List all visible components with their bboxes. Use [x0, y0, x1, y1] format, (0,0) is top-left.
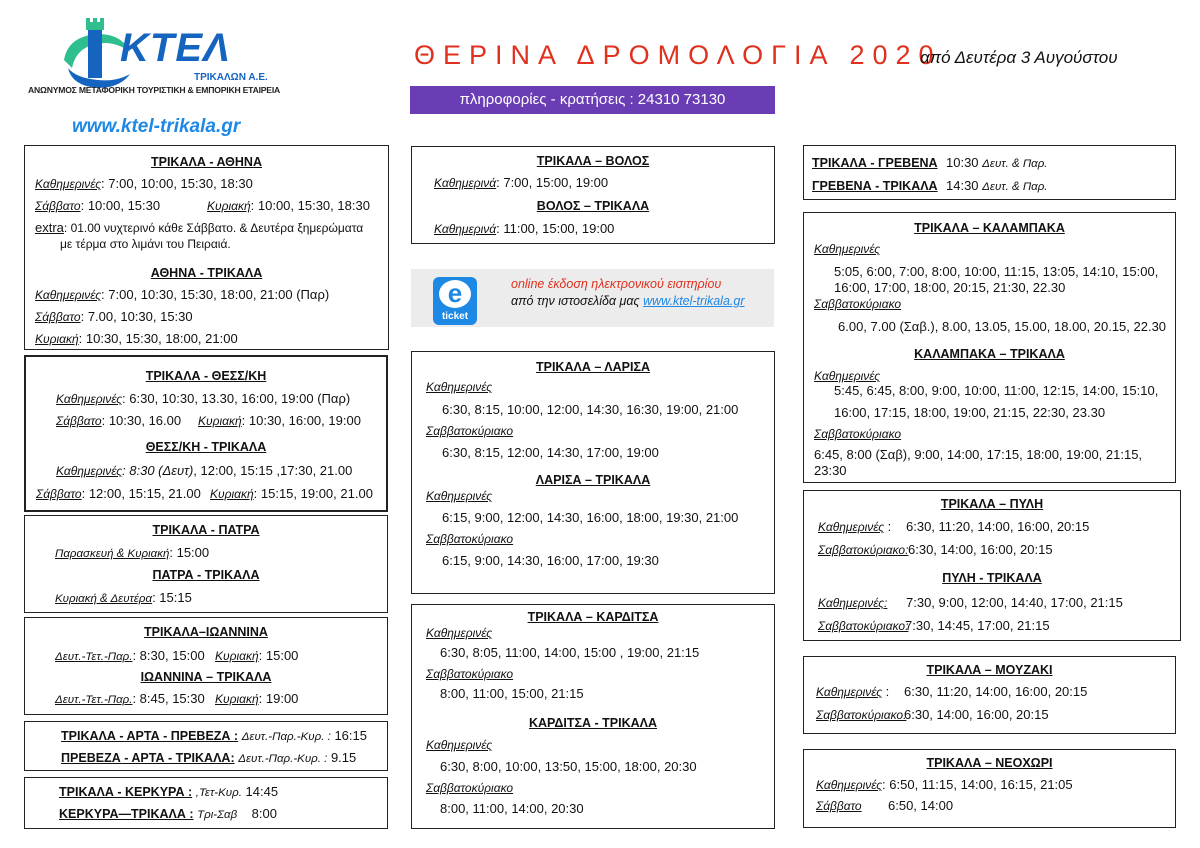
logo-subname: ΤΡΙΚΑΛΩΝ Α.Ε. [194, 72, 268, 83]
times: : 10:30, 16:00, 19:00 [241, 413, 361, 428]
times: : 10:00, 15:30, 18:30 [250, 198, 370, 213]
route-box-neochori [803, 749, 1176, 828]
times: 6:30, 8:15, 12:00, 14:30, 17:00, 19:00 [442, 445, 659, 460]
times: : 15:00 [258, 648, 299, 663]
route-title: ΓΡΕΒΕΝΑ - ΤΡΙΚΑΛΑ [812, 179, 938, 193]
route-title: ΤΡΙΚΑΛΑ – ΒΟΛΟΣ [536, 154, 650, 168]
label-daily: Καθημερινές [818, 520, 885, 534]
times: 9.15 [330, 750, 357, 765]
times: : 10:00, 15:30 [80, 198, 161, 213]
label-daily: Καθημερινά [434, 176, 497, 190]
logo-tagline: ΑΝΩΝΥΜΟΣ ΜΕΤΑΦΟΡΙΚΗ ΤΟΥΡΙΣΤΙΚΗ & ΕΜΠΟΡΙΚΗ ΕΤΑΙΡΕΙΑ [28, 85, 281, 95]
times: : 10:30, 16.00 [101, 413, 182, 428]
times: 10:30 [946, 155, 979, 170]
times: : 11:00, 15:00, 19:00 [496, 221, 615, 236]
times: : 19:00 [258, 691, 299, 706]
route-title: ΤΡΙΚΑΛΑ - ΠΑΤΡΑ [152, 523, 260, 537]
label-daily: Καθημερινές [426, 626, 493, 640]
times: 16:15 [334, 728, 367, 743]
times: : 12:00, 15:15, 21.00 [81, 486, 201, 501]
times: : 15:15 [152, 590, 192, 605]
label-weekend: Σαββατοκύριακο [426, 424, 514, 438]
label-weekend: Σαββατοκύριακο [426, 532, 514, 546]
times: : 15:15, 19:00, 21.00 [253, 486, 373, 501]
route-box-karditsa [411, 604, 775, 829]
logo-name: ΚΤΕΛ [120, 26, 231, 70]
times: 6:30, 11:20, 14:00, 16:00, 20:15 [904, 684, 1088, 699]
times: , 12:00, 15:15 ,17:30, 21.00 [193, 463, 353, 478]
label-days: Δευτ.-Τετ.-Παρ. [55, 651, 133, 663]
label-daily: Καθημερινές [56, 464, 123, 478]
page-subtitle: από Δευτέρα 3 Αυγούστου [920, 48, 1118, 67]
times: 6.00, 7.00 (Σαβ.), 8.00, 13.05, 15.00, 18.00, 20.15, 22.30 [838, 319, 1167, 334]
info-text: πληροφορίες - κρατήσεις : 24310 73130 [459, 91, 726, 108]
times: : 10:30, 15:30, 18:00, 21:00 [78, 331, 238, 346]
label-days: Παρασκευή & Κυριακή [55, 548, 170, 560]
route-title: ΠΑΤΡΑ - ΤΡΙΚΑΛΑ [152, 568, 260, 582]
route-title: ΚΑΡΔΙΤΣΑ - ΤΡΙΚΑΛΑ [528, 716, 658, 730]
route-box-larisa [411, 351, 775, 594]
label-days: Δευτ.-Παρ.-Κυρ. : [241, 731, 331, 743]
times: 14:30 [946, 178, 979, 193]
times: 8:00, 11:00, 15:00, 21:15 [440, 686, 584, 701]
route-box-pyli: ΤΡΙΚΑΛΑ – ΠΥΛΗ Καθημερινές : 6:30, 11:20, 14:00, 16:00, 20:15 Σαββατοκύριακο: 6:30, 14:00, 16:00, 20:15 ΠΥΛΗ - ΤΡΙΚΑΛΑ Καθημερινές: 7:30, 9:00, 12:00, 14:40, 17:00, 21:15 Σαββατοκύριακο: 7:30, 14:45, 17:00, 21:15 [803, 490, 1181, 641]
label-days: Δευτ. & Παρ. [982, 181, 1048, 193]
route-title: ΤΡΙΚΑΛΑ - ΘΕΣΣ/ΚΗ [145, 369, 267, 383]
route-box-kerkyra [24, 777, 388, 829]
eticket-line1: online έκδοση ηλεκτρονικού εισιτηρίου [511, 277, 722, 291]
route-box-arta [24, 721, 388, 771]
eticket-icon[interactable] [433, 277, 477, 325]
label-weekend: Σαββατοκύριακο [426, 781, 514, 795]
route-box-ioannina [24, 617, 388, 715]
route-title: ΙΩΑΝΝΙΝΑ – ΤΡΙΚΑΛΑ [140, 670, 272, 684]
route-title: ΠΥΛΗ - ΤΡΙΚΑΛΑ [942, 571, 1042, 585]
times: 23:30 [814, 463, 847, 478]
times: : 15:00 [169, 545, 210, 560]
label-weekend: Σαββατοκύριακο [814, 427, 902, 441]
times: : 8:30, 15:00 [132, 648, 205, 663]
eticket-link[interactable]: www.ktel-trikala.gr [643, 294, 745, 308]
label-daily: Καθημερινές [35, 177, 102, 191]
times: 14:45 [245, 784, 279, 799]
route-title: ΘΕΣΣ/ΚΗ - ΤΡΙΚΑΛΑ [145, 440, 267, 454]
times: 16:00, 17:15, 18:00, 19:00, 21:15, 22:30, 23.30 [834, 405, 1106, 420]
label-daily: Καθημερινά [434, 222, 497, 236]
label-saturday: Σάββατο [35, 199, 81, 213]
label-daily: Καθημερινές [56, 392, 123, 406]
route-box-kalampaka [803, 212, 1176, 483]
times: 8:00 [251, 806, 277, 821]
label-daily: Καθημερινές: [818, 596, 888, 610]
label-daily: Καθημερινές [426, 738, 493, 752]
route-title: ΤΡΙΚΑΛΑ - ΓΡΕΒΕΝΑ [812, 156, 938, 170]
page-title: ΘΕΡΙΝΑ ΔΡΟΜΟΛΟΓΙΑ 2020 [414, 40, 942, 70]
label-sunday: Κυριακή [207, 199, 251, 213]
route-box-patra [24, 515, 388, 613]
label-sunday: Κυριακή [210, 487, 254, 501]
route-title: ΤΡΙΚΑΛΑ – ΚΑΛΑΜΠΑΚΑ [914, 221, 1065, 235]
extra-note-2: με τέρμα στο λιμάνι του Πειραιά. [60, 237, 231, 251]
logo [28, 14, 288, 114]
label-saturday: Σάββατο [56, 414, 102, 428]
route-title: ΤΡΙΚΑΛΑ – ΛΑΡΙΣΑ [535, 360, 650, 374]
times: 6:50, 14:00 [888, 798, 954, 813]
times: 16:00, 17:00, 18:00, 20:15, 21:30, 22.30 [834, 280, 1066, 295]
times: 6:30, 14:00, 16:00, 20:15 [904, 707, 1049, 722]
times-note: : 8:30 (Δευτ) [122, 463, 194, 478]
route-title: ΤΡΙΚΑΛΑ – ΚΑΡΔΙΤΣΑ [527, 610, 659, 624]
label-weekend: Σαββατοκύριακο: [816, 708, 907, 722]
route-box-thessaloniki [24, 355, 388, 512]
route-box-volos [411, 146, 775, 244]
route-title: ΤΡΙΚΑΛΑ - ΑΡΤΑ - ΠΡΕΒΕΖΑ : [61, 729, 239, 743]
times: 5:45, 6:45, 8:00, 9:00, 10:00, 11:00, 12:15, 14:00, 15:10, [834, 383, 1159, 398]
label-saturday: Σάββατο [35, 310, 81, 324]
times: 6:15, 9:00, 14:30, 16:00, 17:00, 19:30 [442, 553, 659, 568]
times: 7:30, 9:00, 12:00, 14:40, 17:00, 21:15 [906, 595, 1123, 610]
label-daily: Καθημερινές [35, 288, 102, 302]
label-daily: Καθημερινές [426, 380, 493, 394]
route-title: ΑΘΗΝΑ - ΤΡΙΚΑΛΑ [150, 266, 263, 280]
times: 6:30, 8:05, 11:00, 14:00, 15:00 , 19:00, 21:15 [440, 645, 700, 660]
route-title: ΠΡΕΒΕΖΑ - ΑΡΤΑ - ΤΡΙΚΑΛΑ: [61, 751, 235, 765]
route-title: ΤΡΙΚΑΛΑ - ΑΘΗΝΑ [150, 155, 262, 169]
route-title: ΤΡΙΚΑΛΑ–ΙΩΑΝΝΙΝΑ [144, 625, 268, 639]
times: 6:30, 14:00, 16:00, 20:15 [908, 542, 1053, 557]
eticket-icon-letter: e [447, 278, 463, 308]
label-sunday: Κυριακή [198, 414, 242, 428]
times: : 6:50, 11:15, 14:00, 16:15, 21:05 [882, 777, 1073, 792]
route-title: ΚΑΛΑΜΠΑΚΑ – ΤΡΙΚΑΛΑ [914, 347, 1065, 361]
times: : 7.00, 10:30, 15:30 [80, 309, 193, 324]
times: 6:15, 9:00, 12:00, 14:30, 16:00, 18:00, 19:30, 21:00 [442, 510, 739, 525]
label-saturday: Σάββατο [36, 487, 82, 501]
times: : 6:30, 10:30, 13.30, 16:00, 19:00 (Παρ) [122, 391, 351, 406]
label-days: Δευτ. & Παρ. [982, 158, 1048, 170]
route-title: ΚΕΡΚΥΡΑ—ΤΡΙΚΑΛΑ : [59, 807, 194, 821]
label-saturday: Σάββατο [816, 799, 862, 813]
label-days: Δευτ.-Τετ.-Παρ. [55, 694, 133, 706]
route-title: ΤΡΙΚΑΛΑ – ΝΕΟΧΩΡΙ [926, 756, 1053, 770]
times: 6:30, 8:00, 10:00, 13:50, 15:00, 18:00, 20:30 [440, 759, 697, 774]
label-weekend: Σαββατοκύριακο [814, 297, 902, 311]
times: 7:30, 14:45, 17:00, 21:15 [905, 618, 1050, 633]
label-daily: Καθημερινές [426, 489, 493, 503]
extra-note: : 01.00 νυχτερινό κάθε Σάββατο. & Δευτέρα ξημερώματα [63, 221, 364, 235]
label-daily: Καθημερινές [814, 369, 881, 383]
label-weekend: Σαββατοκύριακο [426, 667, 514, 681]
times: : 7:00, 10:00, 15:30, 18:30 [101, 176, 253, 191]
eticket-banner [411, 269, 774, 327]
times: : 7:00, 10:30, 15:30, 18:00, 21:00 (Παρ) [101, 287, 330, 302]
times: : 8:45, 15:30 [132, 691, 205, 706]
label-days: ,Τετ-Κυρ. [195, 787, 242, 799]
label-days: Κυριακή & Δευτέρα [55, 593, 153, 605]
times: 6:30, 11:20, 14:00, 16:00, 20:15 [906, 519, 1090, 534]
label-sunday: Κυριακή [35, 332, 79, 346]
label-daily: Καθημερινές [814, 242, 881, 256]
route-title: ΤΡΙΚΑΛΑ - ΚΕΡΚΥΡΑ : [59, 785, 193, 799]
label-extra: extra [35, 220, 64, 235]
label-sunday: Κυριακή [215, 649, 259, 663]
website-link[interactable]: www.ktel-trikala.gr [72, 116, 241, 137]
route-title: ΒΟΛΟΣ – ΤΡΙΚΑΛΑ [536, 199, 650, 213]
label-days: Δευτ.-Παρ.-Κυρ. : [238, 753, 328, 765]
route-title: ΤΡΙΚΑΛΑ – ΜΟΥΖΑΚΙ [926, 663, 1053, 677]
route-title: ΤΡΙΚΑΛΑ – ΠΥΛΗ [940, 497, 1044, 511]
route-box-grevena [803, 145, 1176, 200]
label-days: Τρι-Σαβ [197, 809, 238, 821]
route-box-athina [24, 145, 389, 350]
label-daily: Καθημερινές [816, 778, 883, 792]
times: 6:30, 8:15, 10:00, 12:00, 14:30, 16:30, 19:00, 21:00 [442, 402, 739, 417]
times: 8:00, 11:00, 14:00, 20:30 [440, 801, 584, 816]
label-weekend: Σαββατοκύριακο: [818, 619, 909, 633]
route-title: ΛΑΡΙΣΑ – ΤΡΙΚΑΛΑ [535, 473, 651, 487]
label-daily: Καθημερινές [816, 685, 883, 699]
times: 5:05, 6:00, 7:00, 8:00, 10:00, 11:15, 13:05, 14:10, 15:00, [834, 264, 1159, 279]
eticket-line2: από την ιστοσελίδα μας [511, 294, 644, 308]
route-box-mouzaki: ΤΡΙΚΑΛΑ – ΜΟΥΖΑΚΙ Καθημερινές : 6:30, 11:20, 14:00, 16:00, 20:15 Σαββατοκύριακο: 6:30, 14:00, 16:00, 20:15 [803, 656, 1176, 734]
times: 6:45, 8:00 (Σαβ), 9:00, 14:00, 17:15, 18:00, 19:00, 21:15, [814, 447, 1143, 462]
label-weekend: Σαββατοκύριακο: [818, 543, 909, 557]
label-sunday: Κυριακή [215, 692, 259, 706]
times: : 7:00, 15:00, 19:00 [496, 175, 609, 190]
info-banner [410, 86, 775, 114]
eticket-icon-sub: ticket [441, 311, 469, 322]
